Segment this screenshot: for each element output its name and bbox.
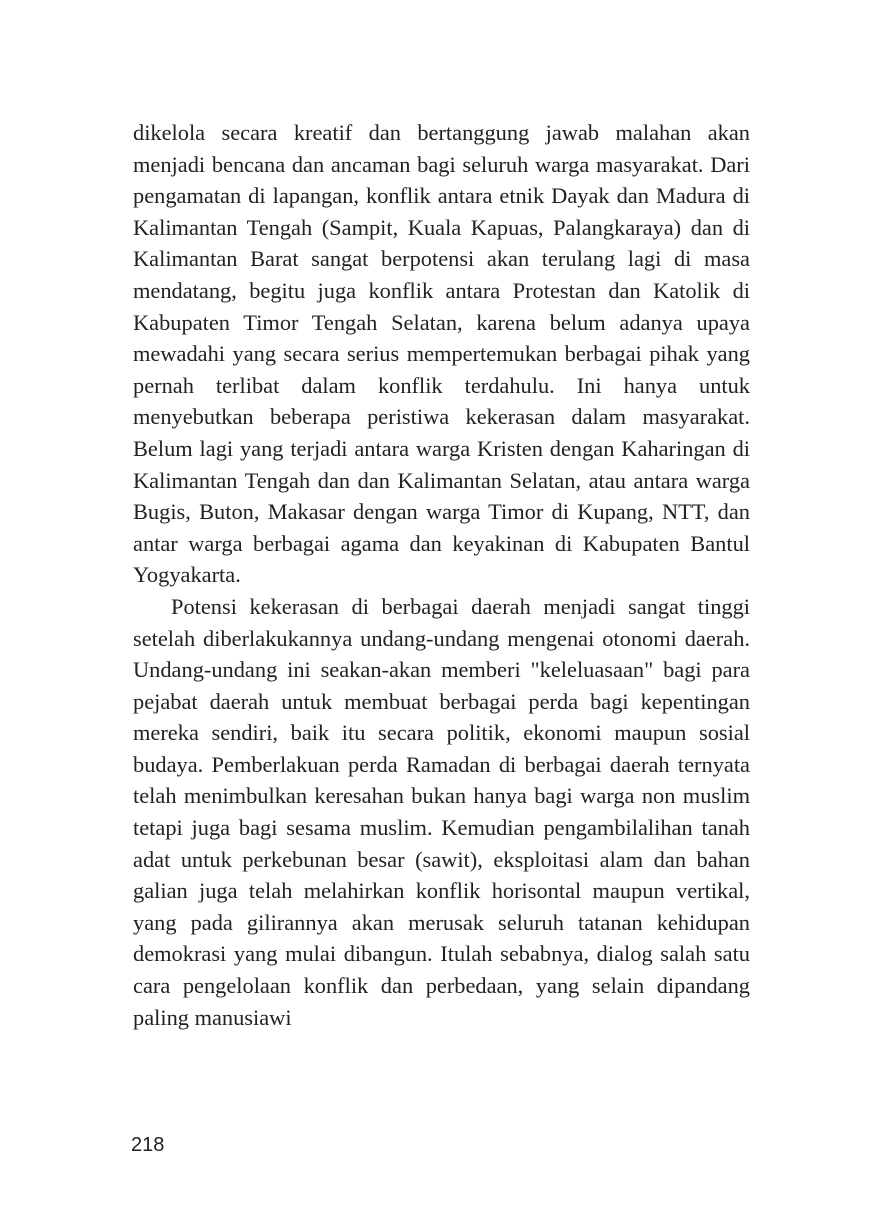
body-text [133, 117, 750, 1033]
paragraph-otonomi: Potensi kekerasan di berbagai daerah menjadi sangat tinggi setelah diberlakukannya undang-undang mengenai otonomi daerah. Undang-undang ini seakan-akan memberi "keleluasaan" bagi para pejabat daerah untuk membuat berbagai perda bagi kepentingan mereka sendiri, baik itu secara politik, ekonomi maupun sosial budaya. Pemberlakuan perda Ramadan di berbagai daerah ternyata telah menimbulkan keresahan bukan hanya bagi warga non muslim tetapi juga bagi sesama muslim. Kemudian pengambilalihan tanah adat untuk perkebunan besar (sawit), eksploitasi alam dan bahan galian juga telah melahirkan konflik horisontal maupun vertikal, yang pada gilirannya akan merusak seluruh tatanan kehidupan demokrasi yang mulai dibangun. Itulah sebabnya, dialog salah satu cara pengelolaan konflik dan perbedaan, yang selain dipandang paling manusiawi [133, 593, 750, 1030]
page-number: 218 [131, 1134, 165, 1156]
paragraph-continued: dikelola secara kreatif dan bertanggung jawab malahan akan menjadi bencana dan ancaman bagi seluruh warga masyarakat. Dari pengamatan di lapangan, konflik antara etnik Dayak dan Madura di Kalimantan Tengah (Sampit, Kuala Kapuas, Palangkaraya) dan di Kalimantan Barat sangat berpotensi akan terulang lagi di masa mendatang, begitu juga konflik antara Protestan dan Katolik di Kabupaten Timor Tengah Selatan, karena belum adanya upaya mewadahi yang secara serius mempertemukan berbagai pihak yang pernah terlibat dalam konflik terdahulu. Ini hanya untuk menyebutkan beberapa peristiwa kekerasan dalam masyarakat. Belum lagi yang terjadi antara warga Kristen dengan Kaharingan di Kalimantan Tengah dan dan Kalimantan Selatan, atau antara warga Bugis, Buton, Makasar dengan warga Timor di Kupang, NTT, dan antar warga berbagai agama dan keyakinan di Kabupaten Bantul Yogyakarta. [133, 120, 750, 588]
